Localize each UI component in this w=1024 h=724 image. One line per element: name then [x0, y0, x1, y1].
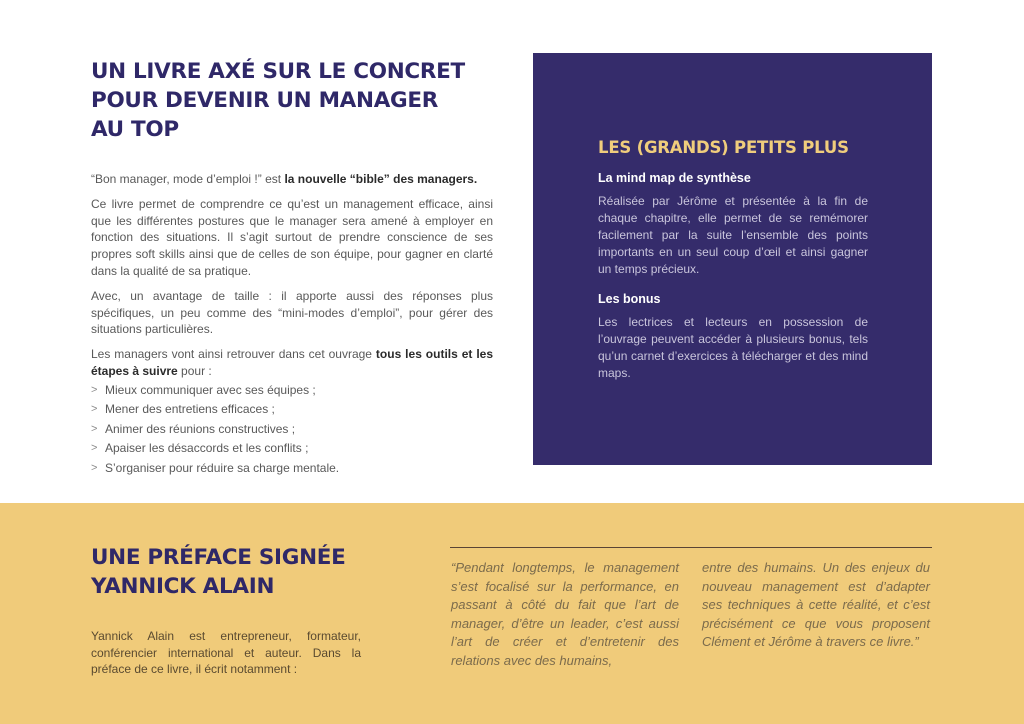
mind-map-heading: La mind map de synthèse [598, 171, 751, 185]
p3-normal-start: Les managers vont ainsi retrouver dans cet ouvrage [91, 347, 376, 362]
extras-box-title: LES (GRANDS) PETITS PLUS [598, 138, 849, 157]
title-line: YANNICK ALAIN [91, 574, 275, 599]
list-item-text: Mener des entretiens efficaces ; [105, 402, 275, 417]
chevron-right-icon: > [91, 383, 98, 396]
bonus-heading: Les bonus [598, 292, 661, 306]
p3-bold: tous les outils et les étapes à suivre [91, 347, 493, 378]
chevron-right-icon: > [91, 403, 98, 416]
paragraph-3 [91, 346, 493, 380]
paragraph-2: Avec, un avantage de taille : il apporte aussi des réponses plus spécifiques, un peu comme des “mini-modes d’emploi”, pour gérer des situations particulières. [91, 288, 493, 337]
quote-column-2: entre des humains. Un des enjeux du nouveau management est d’adapter ses techniques à cette réalité, et c’est précisément ce que vous proposent Clément et Jérôme à travers ce livre.” [702, 560, 930, 649]
title-line: UNE PRÉFACE SIGNÉE [91, 545, 346, 570]
concrete-book-section [91, 57, 493, 478]
preface-title [91, 543, 391, 601]
section-title [91, 57, 493, 144]
title-line: UN LIVRE AXÉ SUR LE CONCRET [91, 59, 465, 84]
list-item [91, 459, 493, 479]
preface-text: Yannick Alain est entrepreneur, formateur, conférencier international et auteur. Dans la préface de ce livre, il écrit notamment : [91, 629, 361, 676]
chevron-right-icon: > [91, 422, 98, 435]
list-item-text: Mieux communiquer avec ses équipes ; [105, 382, 316, 397]
list-item [91, 420, 493, 440]
preface-section [0, 503, 1024, 724]
bullet-list [91, 381, 493, 479]
chevron-right-icon: > [91, 442, 98, 455]
paragraph-1: Ce livre permet de comprendre ce qu’est un management efficace, ainsi que les différentes postures que le manager sera amené à employer en fonction des situations. Il s’agit surtout de prendre conscience de ses propres soft skills ainsi que de celles de son équipe, pour gagner en clarté dans la qualité de sa pratique. [91, 196, 493, 278]
title-line: AU TOP [91, 117, 179, 142]
list-item-text: S’organiser pour réduire sa charge mentale. [105, 460, 340, 475]
intro-paragraph [91, 171, 493, 188]
extras-box [533, 53, 932, 465]
list-item [91, 439, 493, 459]
bonus-text: Les lectrices et lecteurs en possession de l’ouvrage peuvent accéder à plusieurs bonus, tels qu’un carnet d’exercices à télécharger et des mind maps. [598, 315, 868, 380]
extras-box-content [598, 138, 868, 396]
mind-map-text: Réalisée par Jérôme et présentée à la fin de chaque chapitre, elle permet de se remémorer facilement par la suite l’ensemble des points importants en un seul coup d’œil et ainsi gagner un temps précieux. [598, 194, 868, 276]
list-item-text: Apaiser les désaccords et les conflits ; [105, 441, 309, 456]
list-item [91, 381, 493, 401]
quote-divider [450, 547, 932, 548]
chevron-right-icon: > [91, 461, 98, 474]
title-line: POUR DEVENIR UN MANAGER [91, 88, 439, 113]
list-item [91, 400, 493, 420]
list-item-text: Animer des réunions constructives ; [105, 421, 296, 436]
quote-column-1: “Pendant longtemps, le management s’est focalisé sur la performance, en passant à côté du fait que l’art de manager, d’être un leader, c’est aussi l’art de créer et d’entretenir des relations avec des humains, [451, 560, 679, 668]
body-text [91, 171, 493, 478]
p3-normal-end: pour : [177, 363, 212, 378]
intro-bold: la nouvelle “bible” des managers. [284, 172, 478, 186]
intro-normal: “Bon manager, mode d’emploi !” est [91, 172, 285, 186]
